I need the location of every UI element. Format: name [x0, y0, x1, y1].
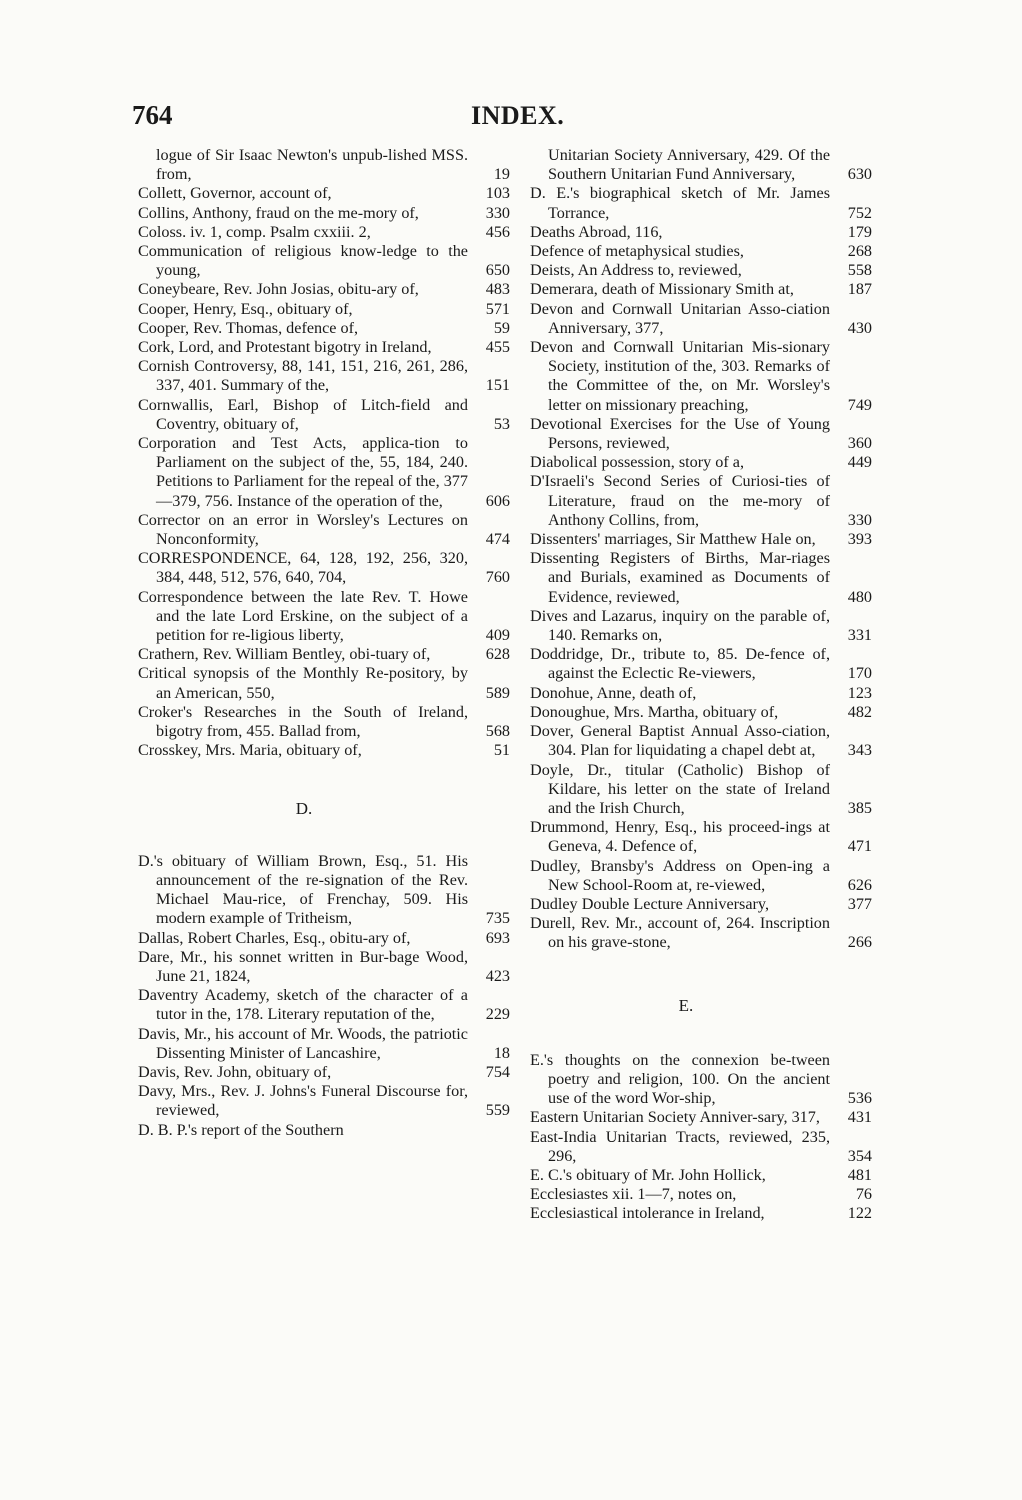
entry-page-number: 18 — [493, 1043, 510, 1062]
entry-page-number: 377 — [847, 894, 872, 913]
index-entry — [138, 703, 510, 741]
entry-page-number: 606 — [485, 491, 510, 510]
entry-text: Correspondence between the late Rev. T. Howe and the late Lord Erskine, on the subject of a petition for re-ligious liberty, — [138, 587, 468, 645]
index-entry — [530, 1051, 872, 1109]
entry-page-number: 559 — [485, 1101, 510, 1120]
entry-page-number: 749 — [847, 395, 872, 414]
entry-page-number: 568 — [485, 722, 510, 741]
index-entry — [138, 645, 510, 664]
index-entry — [138, 511, 510, 549]
entry-text: Drummond, Henry, Esq., his proceed-ings at Geneva, 4. Defence of, — [530, 818, 830, 856]
entry-text: Dallas, Robert Charles, Esq., obitu-ary of, — [138, 928, 411, 947]
entry-page-number: 482 — [847, 702, 872, 721]
entry-text: D. B. P.'s report of the Southern — [138, 1120, 344, 1139]
entry-page-number: 330 — [485, 203, 510, 222]
page-title: INDEX. — [471, 101, 565, 130]
index-entry — [530, 607, 872, 645]
entry-text: Devon and Cornwall Unitarian Mis-sionary Society, institution of the, 303. Remarks of the Committee of the, on Mr. Worsley's letter on missionary preaching, — [530, 338, 830, 414]
entry-text: Critical synopsis of the Monthly Re-pository, by an American, 550, — [138, 664, 468, 702]
right-entries — [530, 146, 872, 953]
entry-text: Cornish Controversy, 88, 141, 151, 216, 261, 286, 337, 401. Summary of the, — [138, 357, 468, 395]
entry-text: Cornwallis, Earl, Bishop of Litch-field and Coventry, obituary of, — [138, 395, 468, 433]
entry-page-number: 409 — [485, 626, 510, 645]
index-entry — [138, 1063, 510, 1082]
entry-page-number: 179 — [847, 222, 872, 241]
entry-page-number: 330 — [847, 510, 872, 529]
index-entry — [530, 280, 872, 299]
index-entry — [530, 184, 872, 222]
entry-page-number: 455 — [485, 338, 510, 357]
entry-text: CORRESPONDENCE, 64, 128, 192, 256, 320, 384, 448, 512, 576, 640, 704, — [138, 549, 468, 587]
right-entries-e — [530, 1051, 872, 1224]
index-entry — [138, 741, 510, 760]
index-entry — [530, 1108, 872, 1127]
index-entry — [530, 338, 872, 415]
entry-page-number: 430 — [847, 318, 872, 337]
entry-text: Croker's Researches in the South of Ireland, bigotry from, 455. Ballad from, — [138, 702, 468, 741]
entry-text: Communication of religious know-ledge to the young, — [138, 242, 468, 280]
entry-text: Dudley, Bransby's Address on Open-ing a New School-Room at, re-viewed, — [530, 856, 830, 894]
entry-text: Crosskey, Mrs. Maria, obituary of, — [138, 741, 362, 760]
left-column — [138, 146, 510, 1140]
entry-text: Collins, Anthony, fraud on the me-mory of, — [138, 203, 419, 222]
entry-page-number: 754 — [485, 1062, 510, 1081]
entry-text: Diabolical possession, story of a, — [530, 453, 745, 472]
entry-page-number: 471 — [847, 837, 872, 856]
entry-page-number: 760 — [485, 568, 510, 587]
entry-page-number: 571 — [485, 299, 510, 318]
index-entry — [138, 434, 510, 511]
index-entry — [138, 223, 510, 242]
entry-text: Devon and Cornwall Unitarian Asso-ciation Anniversary, 377, — [530, 299, 830, 337]
entry-page-number: 385 — [847, 798, 872, 817]
entry-page-number: 752 — [847, 203, 872, 222]
index-entry — [530, 300, 872, 338]
index-entry — [530, 761, 872, 819]
entry-text: Unitarian Society Anniversary, 429. Of the Southern Unitarian Fund Anniversary, — [548, 146, 830, 184]
entry-page-number: 51 — [493, 741, 510, 760]
entry-page-number: 735 — [485, 909, 510, 928]
entry-page-number: 151 — [485, 376, 510, 395]
entry-text: East-India Unitarian Tracts, reviewed, 235, 296, — [530, 1127, 830, 1165]
entry-text: Cork, Lord, and Protestant bigotry in Ireland, — [138, 338, 432, 357]
entry-page-number: 650 — [485, 261, 510, 280]
page-number: 764 — [132, 100, 173, 130]
entry-text: Cooper, Rev. Thomas, defence of, — [138, 318, 359, 337]
entry-page-number: 354 — [847, 1146, 872, 1165]
index-entry — [530, 703, 872, 722]
entry-text: Demerara, death of Missionary Smith at, — [530, 280, 794, 299]
section-heading-d: D. — [295, 798, 313, 818]
entry-page-number: 536 — [847, 1089, 872, 1108]
index-entry — [530, 453, 872, 472]
index-entry — [530, 857, 872, 895]
entry-text: D. E.'s biographical sketch of Mr. James Torrance, — [530, 184, 830, 222]
index-entry — [530, 722, 872, 760]
index-entry — [138, 852, 510, 929]
index-entry — [530, 1204, 872, 1223]
index-entry — [138, 319, 510, 338]
entry-text: E. C.'s obituary of Mr. John Hollick, — [530, 1165, 766, 1184]
index-entry — [138, 549, 510, 587]
entry-text: Corporation and Test Acts, applica-tion to Parliament on the subject of the, 55, 184, 240. Petitions to Parliament for the repeal of the, 377—379, 756. Instance of the operation of the, — [138, 434, 468, 510]
entry-text: D'Israeli's Second Series of Curiosi-ties of Literature, fraud on the me-mory of Anthony Collins, from, — [530, 472, 830, 529]
entry-page-number: 449 — [847, 453, 872, 472]
entry-page-number: 331 — [847, 626, 872, 645]
entry-page-number: 456 — [485, 222, 510, 241]
index-entry — [530, 895, 872, 914]
index-entry — [138, 948, 510, 986]
entry-text: Deists, An Address to, reviewed, — [530, 261, 742, 280]
entry-text: Doyle, Dr., titular (Catholic) Bishop of Kildare, his letter on the state of Ireland and the Irish Church, — [530, 760, 830, 817]
entry-text: Dissenting Registers of Births, Mar-riages and Burials, examined as Documents of Evidence, reviewed, — [530, 549, 830, 606]
entry-text: Corrector on an error in Worsley's Lectures on Nonconformity, — [138, 510, 468, 549]
index-entry — [530, 1185, 872, 1204]
index-entry — [138, 184, 510, 203]
entry-page-number: 423 — [485, 966, 510, 985]
index-entry — [138, 664, 510, 702]
entry-text: Ecclesiastical intolerance in Ireland, — [530, 1204, 765, 1223]
index-entry — [138, 357, 510, 395]
entry-page-number: 474 — [485, 530, 510, 549]
index-entry — [530, 242, 872, 261]
index-entry — [530, 146, 872, 184]
entry-page-number: 268 — [847, 242, 872, 261]
entry-page-number: 123 — [847, 683, 872, 702]
section-heading-e: E. — [678, 995, 694, 1015]
left-entries — [138, 146, 510, 761]
entry-text: Davy, Mrs., Rev. J. Johns's Funeral Discourse for, reviewed, — [138, 1082, 468, 1120]
entry-text: Coloss. iv. 1, comp. Psalm cxxiii. 2, — [138, 222, 371, 241]
entry-text: Dare, Mr., his sonnet written in Bur-bage Wood, June 21, 1824, — [138, 947, 468, 985]
index-entry — [530, 914, 872, 952]
entry-page-number: 59 — [493, 318, 510, 337]
entry-text: Doddridge, Dr., tribute to, 85. De-fence of, against the Eclectic Re-viewers, — [530, 645, 830, 683]
entry-text: Deaths Abroad, 116, — [530, 222, 663, 241]
index-entry — [530, 684, 872, 703]
entry-text: Defence of metaphysical studies, — [530, 242, 744, 261]
entry-text: Davis, Rev. John, obituary of, — [138, 1062, 332, 1081]
entry-page-number: 76 — [855, 1185, 872, 1204]
entry-page-number: 266 — [847, 933, 872, 952]
index-entry — [138, 1025, 510, 1063]
index-entry — [530, 530, 872, 549]
index-entry — [530, 549, 872, 607]
entry-page-number: 431 — [847, 1108, 872, 1127]
index-entry — [138, 588, 510, 646]
entry-page-number: 187 — [847, 280, 872, 299]
right-column — [530, 146, 872, 1224]
entry-page-number: 103 — [485, 184, 510, 203]
entry-text: Eastern Unitarian Society Anniver-sary, 317, — [530, 1108, 820, 1127]
entry-page-number: 558 — [847, 261, 872, 280]
index-entry — [530, 1166, 872, 1185]
index-entry — [138, 204, 510, 223]
entry-text: Donoughue, Mrs. Martha, obituary of, — [530, 702, 779, 721]
entry-page-number: 589 — [485, 683, 510, 702]
entry-text: Dover, General Baptist Annual Asso-ciation, 304. Plan for liquidating a chapel debt at, — [530, 722, 830, 760]
entry-page-number: 393 — [847, 530, 872, 549]
entry-text: Crathern, Rev. William Bentley, obi-tuary of, — [138, 645, 431, 664]
entry-text: Coneybeare, Rev. John Josias, obitu-ary of, — [138, 280, 419, 299]
index-entry — [138, 300, 510, 319]
index-entry — [138, 242, 510, 280]
entry-text: Dudley Double Lecture Anniversary, — [530, 894, 769, 913]
entry-text: Ecclesiastes xii. 1—7, notes on, — [530, 1185, 737, 1204]
index-entry — [138, 929, 510, 948]
entry-page-number: 343 — [847, 741, 872, 760]
index-entry — [530, 472, 872, 530]
entry-text: D.'s obituary of William Brown, Esq., 51. His announcement of the re-signation of the Rev. Michael Mau-rice, of Frenchay, 509. His modern example of Tritheism, — [138, 851, 468, 928]
entry-text: Collett, Governor, account of, — [138, 184, 332, 203]
entry-text: Davis, Mr., his account of Mr. Woods, the patriotic Dissenting Minister of Lancashire, — [138, 1024, 468, 1062]
entry-text: Donohue, Anne, death of, — [530, 683, 697, 702]
entry-text: Dissenters' marriages, Sir Matthew Hale on, — [530, 530, 816, 549]
entry-text: logue of Sir Isaac Newton's unpub-lished MSS. from, — [156, 146, 468, 184]
index-entry — [530, 1128, 872, 1166]
left-entries-d — [138, 852, 510, 1140]
entry-text: Devotional Exercises for the Use of Young Persons, reviewed, — [530, 414, 830, 453]
index-entry — [530, 223, 872, 242]
entry-text: E.'s thoughts on the connexion be-tween poetry and religion, 100. On the ancient use of the word Wor-ship, — [530, 1050, 830, 1108]
entry-page-number: 122 — [847, 1204, 872, 1223]
entry-page-number: 630 — [847, 165, 872, 184]
entry-page-number: 693 — [485, 928, 510, 947]
index-entry — [138, 338, 510, 357]
entry-page-number: 628 — [485, 645, 510, 664]
index-entry — [138, 1121, 510, 1140]
index-entry — [530, 415, 872, 453]
entry-text: Durell, Rev. Mr., account of, 264. Inscription on his grave-stone, — [530, 914, 830, 952]
entry-page-number: 19 — [493, 165, 510, 184]
index-entry — [138, 280, 510, 299]
index-entry — [138, 396, 510, 434]
entry-page-number: 626 — [847, 875, 872, 894]
entry-page-number: 360 — [847, 434, 872, 453]
entry-text: Daventry Academy, sketch of the character of a tutor in the, 178. Literary reputation of the, — [138, 986, 468, 1024]
entry-page-number: 481 — [847, 1165, 872, 1184]
entry-page-number: 483 — [485, 280, 510, 299]
index-entry — [530, 818, 872, 856]
index-entry — [138, 1082, 510, 1120]
index-entry — [138, 146, 510, 184]
index-entry — [530, 645, 872, 683]
entry-text: Dives and Lazarus, inquiry on the parable of, 140. Remarks on, — [530, 606, 830, 645]
entry-text: Cooper, Henry, Esq., obituary of, — [138, 299, 353, 318]
entry-page-number: 53 — [493, 414, 510, 433]
entry-page-number: 480 — [847, 587, 872, 606]
entry-page-number: 229 — [485, 1005, 510, 1024]
index-entry — [138, 986, 510, 1024]
entry-page-number: 170 — [847, 664, 872, 683]
index-entry — [530, 261, 872, 280]
